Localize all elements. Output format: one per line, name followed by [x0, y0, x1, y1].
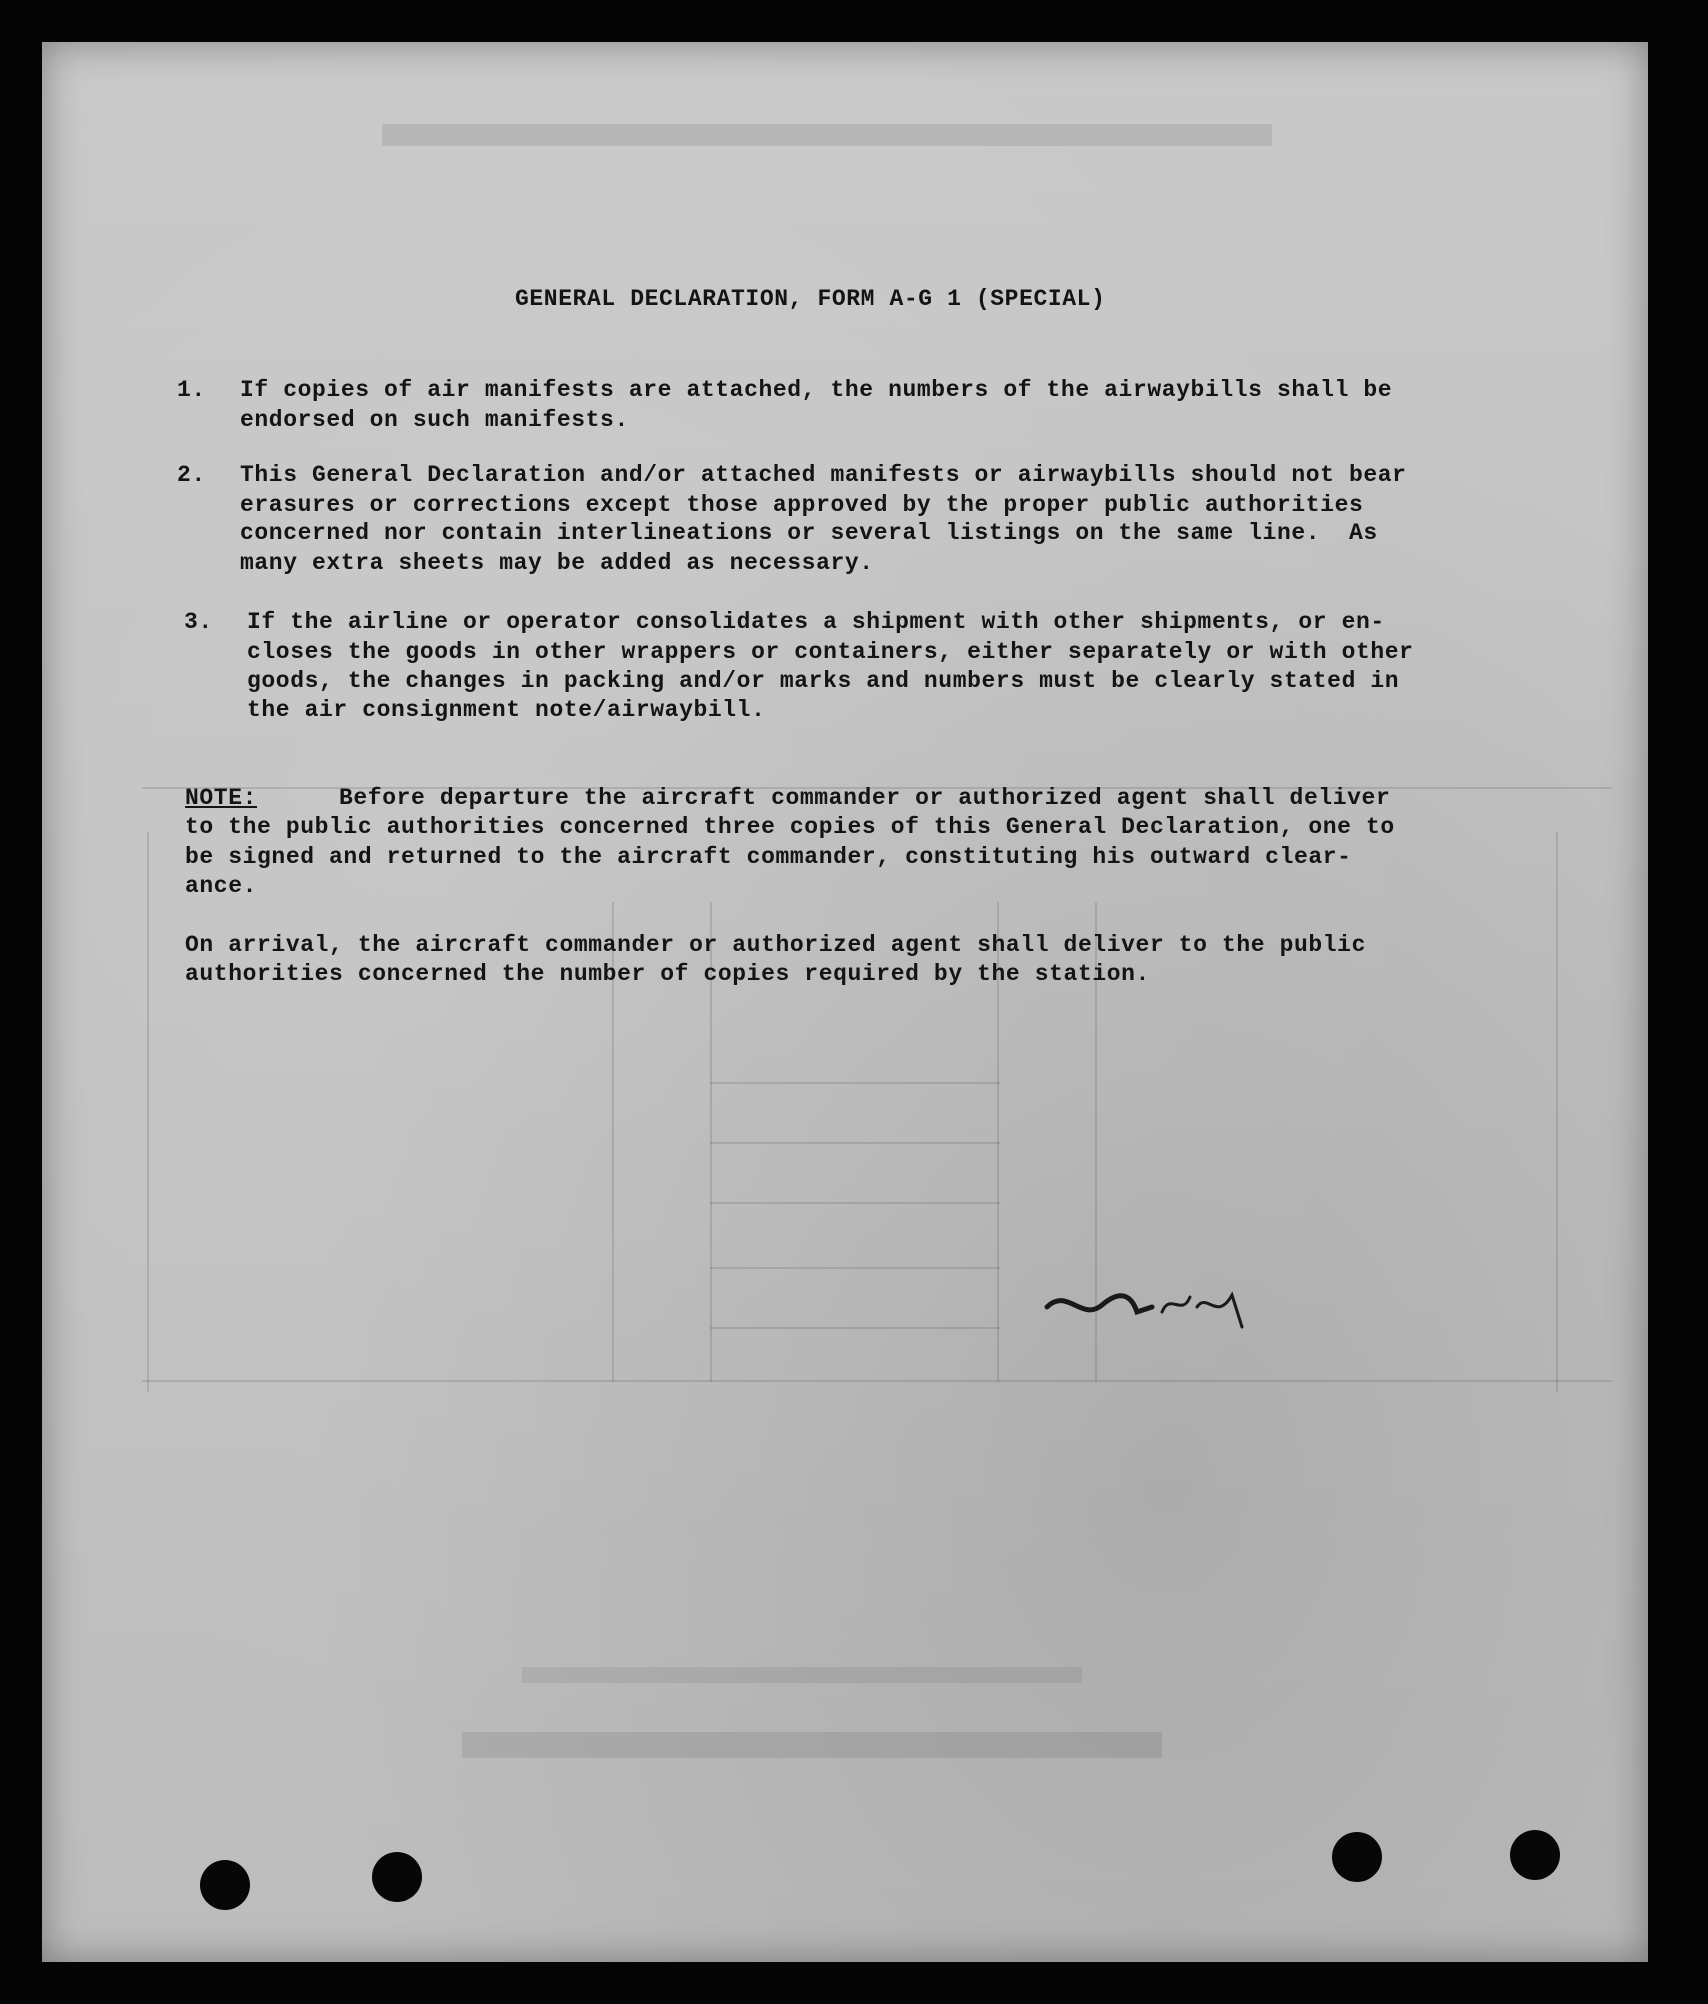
arrival-line: authorities concerned the number of copies required by the station.: [185, 961, 1150, 987]
item-line: concerned nor contain interlineations or several listings on the same line. As: [240, 520, 1378, 546]
note-line: ance.: [185, 873, 258, 899]
note-line: to the public authorities concerned three copies of this General Declaration, one to: [185, 814, 1395, 840]
bleed-through-rule: [710, 1327, 1000, 1329]
page-title: GENERAL DECLARATION, FORM A-G 1 (SPECIAL): [515, 286, 1106, 312]
item-line: closes the goods in other wrappers or containers, either separately or with other: [247, 639, 1414, 665]
bleed-through-rule: [1556, 832, 1558, 1392]
arrival-line: On arrival, the aircraft commander or authorized agent shall deliver to the public: [185, 932, 1366, 958]
item-number: 3.: [184, 609, 213, 635]
note-line: be signed and returned to the aircraft commander, constituting his outward clear-: [185, 844, 1352, 870]
punch-hole: [200, 1860, 250, 1910]
punch-hole: [372, 1852, 422, 1902]
note-label: NOTE:: [185, 785, 258, 811]
bleed-through-heading-smudge: [522, 1667, 1082, 1683]
item-line: the air consignment note/airwaybill.: [247, 697, 766, 723]
note-line: Before departure the aircraft commander or authorized agent shall deliver: [339, 785, 1391, 811]
item-line: erasures or corrections except those approved by the proper public authorities: [240, 492, 1364, 518]
item-line: many extra sheets may be added as necessary.: [240, 550, 874, 576]
handwritten-signature: [1042, 1267, 1272, 1347]
bleed-through-rule: [147, 832, 149, 1392]
item-number: 1.: [177, 377, 206, 403]
item-line: goods, the changes in packing and/or marks and numbers must be clearly stated in: [247, 668, 1400, 694]
bleed-through-rule: [710, 1202, 1000, 1204]
bleed-through-rule: [710, 1267, 1000, 1269]
bleed-through-rule: [710, 1142, 1000, 1144]
bleed-through-heading-smudge: [382, 124, 1272, 146]
bleed-through-heading-smudge: [462, 1732, 1162, 1758]
item-line: If copies of air manifests are attached, the numbers of the airwaybills shall be: [240, 377, 1393, 403]
item-line: If the airline or operator consolidates a shipment with other shipments, or en-: [247, 609, 1385, 635]
document-sheet: [42, 42, 1648, 1962]
item-number: 2.: [177, 462, 206, 488]
punch-hole: [1510, 1830, 1560, 1880]
punch-hole: [1332, 1832, 1382, 1882]
bleed-through-rule: [142, 1380, 1612, 1382]
item-line: This General Declaration and/or attached manifests or airwaybills should not bear: [240, 462, 1407, 488]
item-line: endorsed on such manifests.: [240, 407, 629, 433]
bleed-through-rule: [710, 1082, 1000, 1084]
